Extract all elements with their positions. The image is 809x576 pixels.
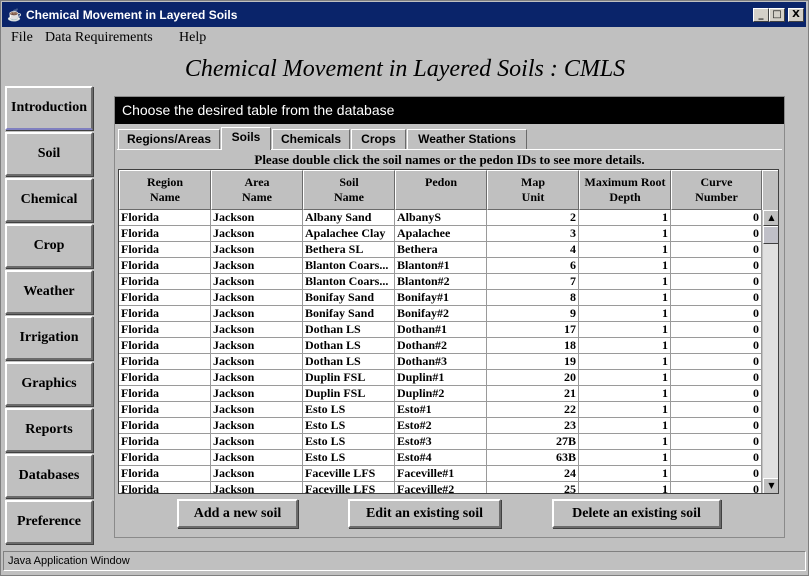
cell-pedon[interactable]: Duplin#2 (395, 386, 487, 402)
cell-max-root-depth: 1 (579, 434, 671, 450)
table-row[interactable] (119, 450, 762, 466)
cell-pedon[interactable]: Dothan#3 (395, 354, 487, 370)
cell-area: Jackson (211, 370, 303, 386)
menu-bar (2, 28, 806, 48)
cell-region: Florida (119, 434, 211, 450)
cell-max-root-depth: 1 (579, 290, 671, 306)
column-header-line: Maximum Root (584, 175, 666, 189)
cell-soil-name[interactable]: Esto LS (303, 418, 395, 434)
cell-area: Jackson (211, 466, 303, 482)
cell-area: Jackson (211, 338, 303, 354)
column-header-map-unit[interactable] (487, 170, 579, 210)
cell-map-unit: 24 (487, 466, 579, 482)
cell-curve-number: 0 (671, 450, 762, 466)
cell-max-root-depth: 1 (579, 482, 671, 494)
cell-pedon[interactable]: Apalachee (395, 226, 487, 242)
edit-soil-button[interactable]: Edit an existing soil (348, 499, 501, 528)
cell-curve-number: 0 (671, 418, 762, 434)
menu-help[interactable]: Help (179, 30, 207, 45)
cell-max-root-depth: 1 (579, 258, 671, 274)
panel-header: Choose the desired table from the database (115, 97, 784, 124)
cell-region: Florida (119, 274, 211, 290)
cell-map-unit: 4 (487, 242, 579, 258)
cell-area: Jackson (211, 210, 303, 226)
cell-region: Florida (119, 402, 211, 418)
table-row[interactable] (119, 274, 762, 290)
cell-soil-name[interactable]: Dothan LS (303, 322, 395, 338)
nav-crop[interactable]: Crop (5, 224, 93, 268)
cell-area: Jackson (211, 258, 303, 274)
column-header-soil[interactable] (303, 170, 395, 210)
cell-map-unit: 17 (487, 322, 579, 338)
cell-curve-number: 0 (671, 306, 762, 322)
tab-divider (117, 149, 782, 150)
cell-soil-name[interactable]: Blanton Coars... (303, 258, 395, 274)
column-header-line: Region (147, 175, 183, 189)
cell-area: Jackson (211, 450, 303, 466)
cell-region: Florida (119, 306, 211, 322)
cell-area: Jackson (211, 242, 303, 258)
column-header-line: Depth (609, 190, 641, 204)
column-header-line: Name (334, 190, 364, 204)
table-row[interactable] (119, 402, 762, 418)
nav-soil[interactable]: Soil (5, 132, 93, 176)
column-header-area[interactable] (211, 170, 303, 210)
vertical-scrollbar[interactable] (762, 210, 779, 494)
cell-map-unit: 21 (487, 386, 579, 402)
status-bar: Java Application Window (3, 551, 806, 571)
nav-introduction[interactable]: Introduction (5, 86, 93, 130)
cell-soil-name[interactable]: Duplin FSL (303, 370, 395, 386)
title-bar[interactable] (2, 2, 806, 27)
scroll-down-icon[interactable]: ▼ (763, 478, 779, 494)
column-header-line: Map (521, 175, 545, 189)
table-row[interactable] (119, 354, 762, 370)
table-row[interactable] (119, 242, 762, 258)
cell-max-root-depth: 1 (579, 242, 671, 258)
cell-pedon[interactable]: Bonifay#2 (395, 306, 487, 322)
cell-region: Florida (119, 450, 211, 466)
column-header-line: Soil (339, 175, 359, 189)
cell-map-unit: 9 (487, 306, 579, 322)
cell-soil-name[interactable]: Apalachee Clay (303, 226, 395, 242)
cell-area: Jackson (211, 354, 303, 370)
cell-soil-name[interactable]: Bethera SL (303, 242, 395, 258)
table-row[interactable] (119, 306, 762, 322)
cell-pedon[interactable]: Blanton#1 (395, 258, 487, 274)
maximize-button[interactable]: □ (769, 8, 785, 22)
column-header-curve-number[interactable] (671, 170, 762, 210)
cell-pedon[interactable]: Dothan#2 (395, 338, 487, 354)
table-row[interactable] (119, 322, 762, 338)
column-header-pedon[interactable] (395, 170, 487, 210)
cell-area: Jackson (211, 434, 303, 450)
table-row[interactable] (119, 386, 762, 402)
cell-soil-name[interactable]: Esto LS (303, 450, 395, 466)
cell-soil-name[interactable]: Bonifay Sand (303, 290, 395, 306)
cell-max-root-depth: 1 (579, 338, 671, 354)
column-header-line: Curve (700, 175, 733, 189)
cell-area: Jackson (211, 482, 303, 494)
cell-max-root-depth: 1 (579, 402, 671, 418)
cell-max-root-depth: 1 (579, 226, 671, 242)
cell-pedon[interactable]: Bethera (395, 242, 487, 258)
nav-preference[interactable]: Preference (5, 500, 93, 544)
cell-max-root-depth: 1 (579, 306, 671, 322)
cell-soil-name[interactable]: Dothan LS (303, 338, 395, 354)
cell-region: Florida (119, 482, 211, 494)
column-header-line: Name (150, 190, 180, 204)
scroll-thumb[interactable] (763, 226, 779, 244)
nav-reports[interactable]: Reports (5, 408, 93, 452)
cell-curve-number: 0 (671, 434, 762, 450)
cell-curve-number: 0 (671, 338, 762, 354)
close-button[interactable]: X (788, 8, 804, 22)
cell-max-root-depth: 1 (579, 210, 671, 226)
cell-pedon[interactable]: Esto#2 (395, 418, 487, 434)
cell-area: Jackson (211, 306, 303, 322)
nav-databases[interactable]: Databases (5, 454, 93, 498)
nav-chemical[interactable]: Chemical (5, 178, 93, 222)
window-title: Chemical Movement in Layered Soils (26, 8, 238, 22)
cell-max-root-depth: 1 (579, 450, 671, 466)
column-header-region[interactable] (119, 170, 211, 210)
cell-curve-number: 0 (671, 258, 762, 274)
minimize-button[interactable]: _ (753, 8, 769, 22)
cell-area: Jackson (211, 418, 303, 434)
table-row[interactable] (119, 210, 762, 226)
cell-pedon[interactable]: Duplin#1 (395, 370, 487, 386)
table-row[interactable] (119, 290, 762, 306)
table-row[interactable] (119, 482, 762, 494)
cell-region: Florida (119, 290, 211, 306)
instruction-text: Please double click the soil names or the pedon IDs to see more details. (254, 152, 645, 167)
tab-weather-stations[interactable]: Weather Stations (407, 129, 527, 149)
cell-soil-name[interactable]: Albany Sand (303, 210, 395, 226)
cell-region: Florida (119, 258, 211, 274)
cell-pedon[interactable]: AlbanyS (395, 210, 487, 226)
cell-soil-name[interactable]: Faceville LFS (303, 466, 395, 482)
cell-map-unit: 23 (487, 418, 579, 434)
cell-map-unit: 27B (487, 434, 579, 450)
tab-chemicals[interactable]: Chemicals (272, 129, 350, 149)
cell-map-unit: 6 (487, 258, 579, 274)
menu-file[interactable]: File (11, 30, 33, 45)
cell-area: Jackson (211, 402, 303, 418)
cell-max-root-depth: 1 (579, 274, 671, 290)
cell-curve-number: 0 (671, 226, 762, 242)
tab-soils[interactable]: Soils (221, 127, 271, 150)
cell-pedon[interactable]: Esto#4 (395, 450, 487, 466)
cell-soil-name[interactable]: Faceville LFS (303, 482, 395, 494)
cell-max-root-depth: 1 (579, 322, 671, 338)
cell-curve-number: 0 (671, 274, 762, 290)
cell-map-unit: 8 (487, 290, 579, 306)
cell-area: Jackson (211, 226, 303, 242)
cell-map-unit: 63B (487, 450, 579, 466)
cell-area: Jackson (211, 274, 303, 290)
cell-max-root-depth: 1 (579, 466, 671, 482)
column-header-line: Pedon (424, 175, 457, 189)
cell-max-root-depth: 1 (579, 370, 671, 386)
delete-soil-button[interactable]: Delete an existing soil (552, 499, 721, 528)
cell-curve-number: 0 (671, 322, 762, 338)
cell-max-root-depth: 1 (579, 386, 671, 402)
add-soil-button[interactable]: Add a new soil (177, 499, 298, 528)
cell-pedon[interactable]: Faceville#2 (395, 482, 487, 494)
table-row[interactable] (119, 466, 762, 482)
menu-data-requirements[interactable]: Data Requirements (45, 30, 153, 45)
cell-curve-number: 0 (671, 386, 762, 402)
cell-region: Florida (119, 322, 211, 338)
table-row[interactable] (119, 434, 762, 450)
cell-region: Florida (119, 386, 211, 402)
column-header-max-root-depth[interactable] (579, 170, 671, 210)
cell-map-unit: 20 (487, 370, 579, 386)
cell-region: Florida (119, 210, 211, 226)
cell-soil-name[interactable]: Blanton Coars... (303, 274, 395, 290)
cell-pedon[interactable]: Blanton#2 (395, 274, 487, 290)
cell-map-unit: 2 (487, 210, 579, 226)
cell-curve-number: 0 (671, 290, 762, 306)
table-body (119, 210, 762, 494)
cell-region: Florida (119, 226, 211, 242)
cell-curve-number: 0 (671, 354, 762, 370)
cell-region: Florida (119, 338, 211, 354)
tab-regions-areas[interactable]: Regions/Areas (118, 129, 220, 149)
cell-pedon[interactable]: Esto#1 (395, 402, 487, 418)
cell-curve-number: 0 (671, 402, 762, 418)
cell-curve-number: 0 (671, 466, 762, 482)
cell-region: Florida (119, 466, 211, 482)
nav-weather[interactable]: Weather (5, 270, 93, 314)
cell-map-unit: 25 (487, 482, 579, 494)
cell-area: Jackson (211, 322, 303, 338)
table-row[interactable] (119, 226, 762, 242)
table-row[interactable] (119, 338, 762, 354)
cell-region: Florida (119, 418, 211, 434)
cell-curve-number: 0 (671, 210, 762, 226)
cell-map-unit: 22 (487, 402, 579, 418)
cell-pedon[interactable]: Bonifay#1 (395, 290, 487, 306)
table-header-corner (762, 170, 779, 210)
table-row[interactable] (119, 258, 762, 274)
nav-graphics[interactable]: Graphics (5, 362, 93, 406)
cell-map-unit: 3 (487, 226, 579, 242)
cell-soil-name[interactable]: Esto LS (303, 434, 395, 450)
cell-region: Florida (119, 370, 211, 386)
table-row[interactable] (119, 370, 762, 386)
cell-pedon[interactable]: Dothan#1 (395, 322, 487, 338)
column-header-line: Number (695, 190, 738, 204)
cell-curve-number: 0 (671, 242, 762, 258)
page-title: Chemical Movement in Layered Soils : CMLS (184, 56, 626, 82)
cell-map-unit: 19 (487, 354, 579, 370)
cell-pedon[interactable]: Faceville#1 (395, 466, 487, 482)
cell-pedon[interactable]: Esto#3 (395, 434, 487, 450)
column-header-line: Area (244, 175, 270, 189)
java-cup-icon: ☕ (7, 8, 22, 22)
cell-area: Jackson (211, 290, 303, 306)
cell-soil-name[interactable]: Bonifay Sand (303, 306, 395, 322)
cell-region: Florida (119, 354, 211, 370)
cell-curve-number: 0 (671, 370, 762, 386)
cell-area: Jackson (211, 386, 303, 402)
soils-table (118, 169, 779, 494)
cell-max-root-depth: 1 (579, 418, 671, 434)
cell-soil-name[interactable]: Dothan LS (303, 354, 395, 370)
column-header-line: Name (242, 190, 272, 204)
column-header-line: Unit (521, 190, 545, 204)
nav-irrigation[interactable]: Irrigation (5, 316, 93, 360)
cell-max-root-depth: 1 (579, 354, 671, 370)
cell-region: Florida (119, 242, 211, 258)
cell-curve-number: 0 (671, 482, 762, 494)
cell-map-unit: 7 (487, 274, 579, 290)
cell-map-unit: 18 (487, 338, 579, 354)
cell-soil-name[interactable]: Duplin FSL (303, 386, 395, 402)
tab-crops[interactable]: Crops (351, 129, 406, 149)
table-row[interactable] (119, 418, 762, 434)
cell-soil-name[interactable]: Esto LS (303, 402, 395, 418)
scroll-up-icon[interactable]: ▲ (763, 210, 779, 226)
